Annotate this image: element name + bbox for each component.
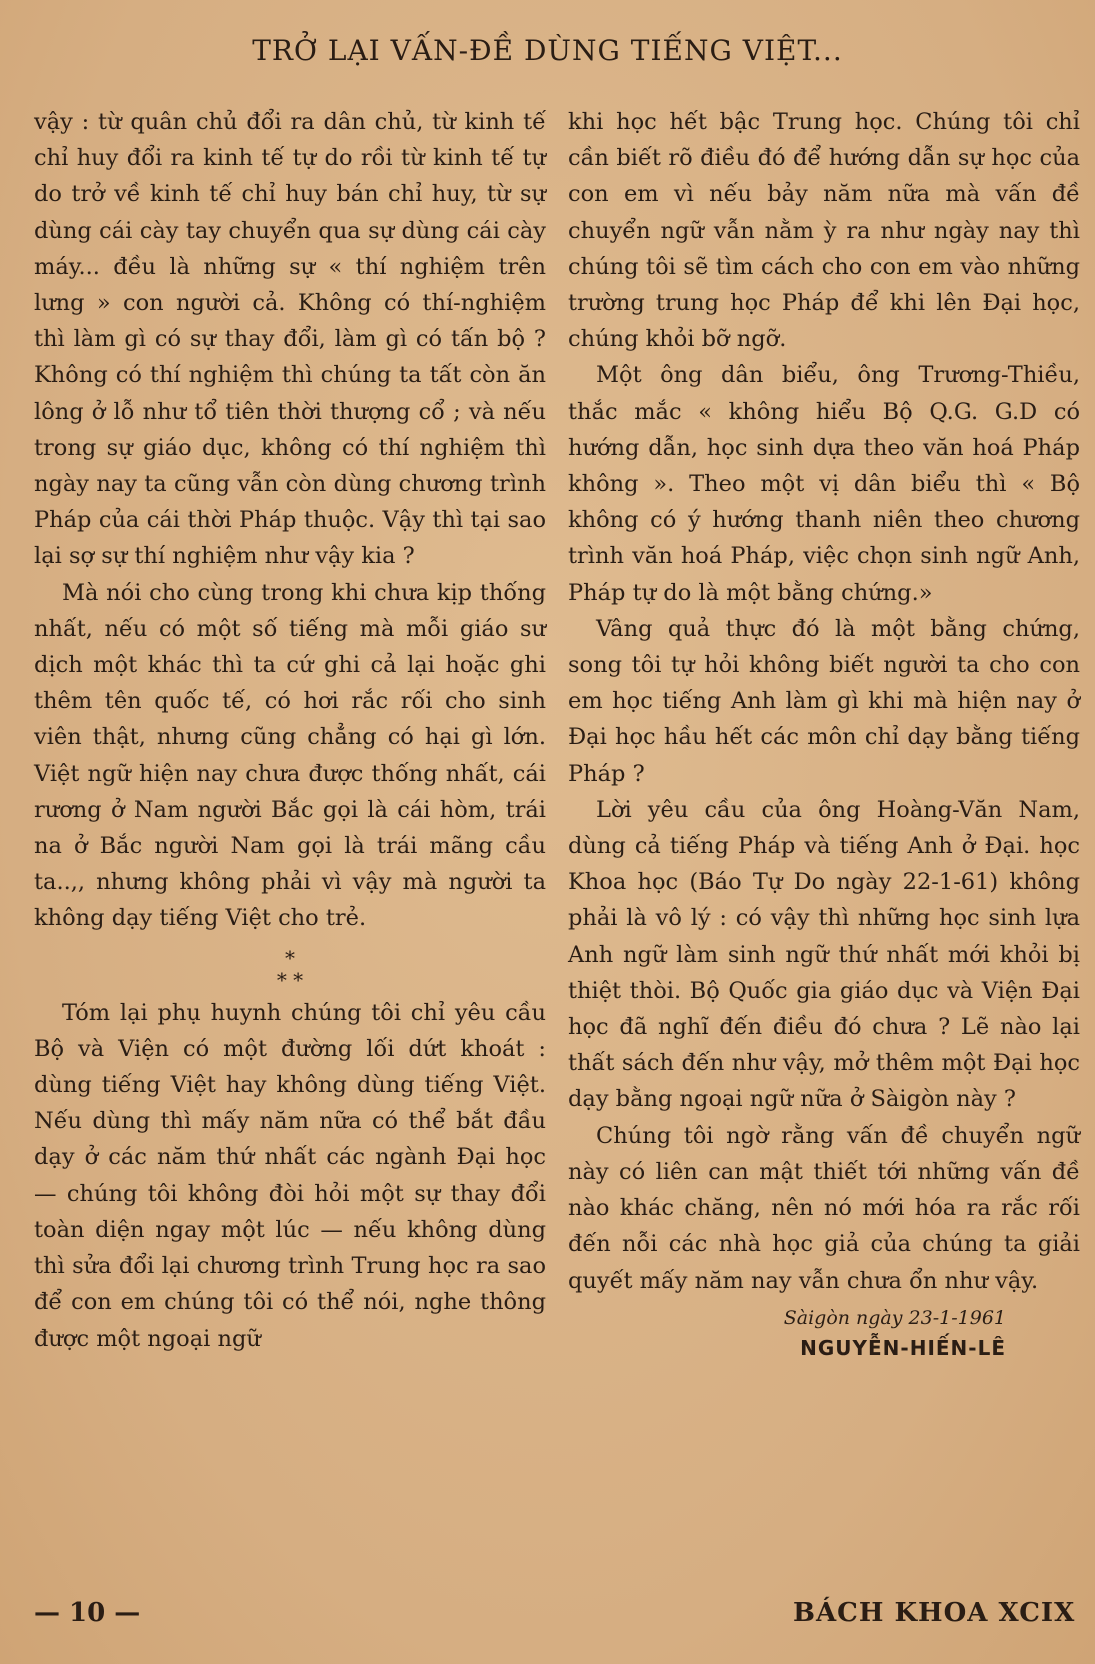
dateline: Sàigòn ngày 23-1-1961 bbox=[783, 1306, 1006, 1329]
paragraph: Vâng quả thực đó là một bằng chứng, song tôi tự hỏi không biết người ta cho con em học tiếng Anh làm gì khi mà hiện nay ở Đại học hầu hết các môn chỉ dạy bằng tiếng Pháp ? bbox=[568, 615, 1080, 787]
divider-star: * bbox=[285, 945, 295, 970]
paragraph: khi học hết bậc Trung học. Chúng tôi chỉ cần biết rõ điều đó để hướng dẫn sự học của con em vì nếu bảy năm nữa mà vấn đề chuyển ngữ vẫn nằm ỳ ra như ngày nay thì chúng tôi sẽ tìm cách cho con em vào những trường trung học Pháp để khi lên Đại học, chúng khỏi bỡ ngỡ. bbox=[568, 109, 1080, 353]
right-column bbox=[568, 104, 1080, 1363]
left-column bbox=[34, 104, 546, 1357]
publication-name: BÁCH KHOA XCIX bbox=[793, 1598, 1076, 1628]
paragraph: Lời yêu cầu của ông Hoàng-Văn Nam, dùng cả tiếng Pháp và tiếng Anh ở Đại. học Khoa học (Báo Tự Do ngày 22-1-61) không phải là vô lý : có vậy thì những học sinh lựa Anh ngữ làm sinh ngữ thứ nhất mới khỏi bị thiệt thòi. Bộ Quốc gia giáo dục và Viện Đại học đã nghĩ đến điều đó chưa ? Lẽ nào lại thất sách đến như vậy, mở thêm một Đại học dạy bằng ngoại ngữ nữa ở Sàigòn này ? bbox=[568, 796, 1080, 1113]
paragraph: Tóm lại phụ huynh chúng tôi chỉ yêu cầu Bộ và Viện có một đường lối dứt khoát : dùng tiếng Việt hay không dùng tiếng Việt. Nếu dùng thì mấy năm nữa có thể bắt đầu dạy ở các năm thứ nhất các ngành Đại học — chúng tôi không đòi hỏi một sự thay đổi toàn diện ngay một lúc — nếu không dùng thì sửa đổi lại chương trình Trung học ra sao để con em chúng tôi có thể nói, nghe thông được một ngoại ngữ bbox=[34, 999, 546, 1352]
page-number: — 10 — bbox=[34, 1598, 141, 1628]
section-divider bbox=[34, 937, 546, 995]
divider-stars: * * bbox=[276, 967, 304, 992]
article-title: TRỞ LẠI VẤN-ĐỀ DÙNG TIẾNG VIỆT... bbox=[252, 34, 843, 67]
paragraph: Chúng tôi ngờ rằng vấn đề chuyển ngữ này có liên can mật thiết tới những vấn đề nào khác chăng, nên nó mới hóa ra rắc rối đến nỗi các nhà học giả của chúng ta giải quyết mấy năm nay vẫn chưa ổn như vậy. bbox=[568, 1122, 1080, 1294]
paragraph: Mà nói cho cùng trong khi chưa kịp thống nhất, nếu có một số tiếng mà mỗi giáo sư dịch một khác thì ta cứ ghi cả lại hoặc ghi thêm tên quốc tế, có hơi rắc rối cho sinh viên thật, nhưng cũng chẳng có hại gì lớn. Việt ngữ hiện nay chưa được thống nhất, cái rương ở Nam người Bắc gọi là cái hòm, trái na ở Bắc người Nam gọi là trái mãng cầu ta..,, nhưng không phải vì vậy mà người ta không dạy tiếng Việt cho trẻ. bbox=[34, 579, 546, 932]
paragraph: vậy : từ quân chủ đổi ra dân chủ, từ kinh tế chỉ huy đổi ra kinh tế tự do rồi từ kinh tế tự do trở về kinh tế chỉ huy bán chỉ huy, từ sự dùng cái cày tay chuyển qua sự dùng cái cày máy... đều là những sự « thí nghiệm trên lưng » con người cả. Không có thí-nghiệm thì làm gì có sự thay đổi, làm gì có tấn bộ ? Không có thí nghiệm thì chúng ta tất còn ăn lông ở lỗ như tổ tiên thời thượng cổ ; và nếu trong sự giáo dục, không có thí nghiệm thì ngày nay ta cũng vẫn còn dùng chương trình Pháp của cái thời Pháp thuộc. Vậy thì tại sao lại sợ sự thí nghiệm như vậy kia ? bbox=[34, 109, 546, 570]
author-signature: NGUYỄN-HIẾN-LÊ bbox=[800, 1335, 1006, 1360]
paragraph: Một ông dân biểu, ông Trương-Thiều, thắc mắc « không hiểu Bộ Q.G. G.D có hướng dẫn, học sinh dựa theo văn hoá Pháp không ». Theo một vị dân biểu thì « Bộ không có ý hướng thanh niên theo chương trình văn hoá Pháp, việc chọn sinh ngữ Anh, Pháp tự do là một bằng chứng.» bbox=[568, 362, 1080, 606]
